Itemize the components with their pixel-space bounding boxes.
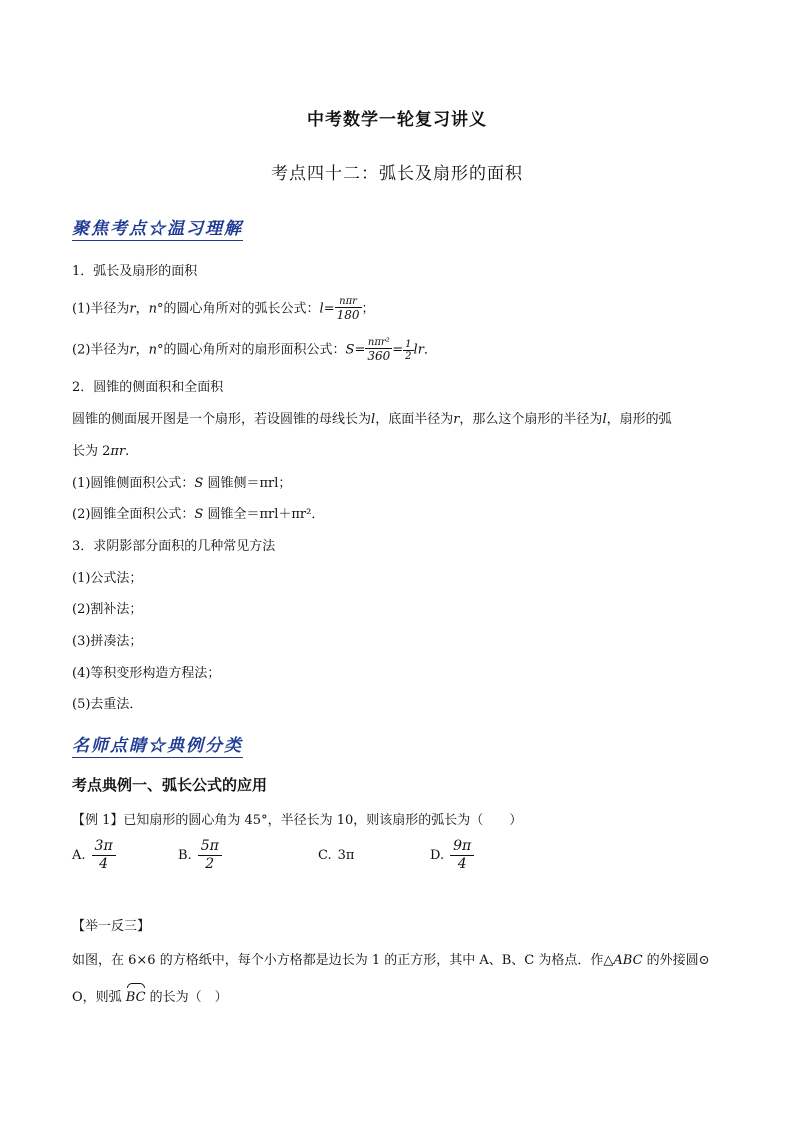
example-heading: 考点典例一、弧长公式的应用: [72, 776, 268, 794]
method-cut-fill: (2)割补法；: [72, 602, 143, 617]
item2-title: 2．圆锥的侧面积和全面积: [72, 380, 224, 395]
option-a: A. $\frac{3\pi}{4}$: [72, 838, 116, 873]
option-c: C. 3π: [318, 848, 355, 863]
practice-question-line2: O，则弧 BC 的长为（ ）: [72, 988, 228, 1008]
cone-lateral-area-formula: (1)圆锥侧面积公式：S 圆锥侧＝πrl；: [72, 476, 292, 491]
cone-paragraph-line2: 长为 2πr.: [72, 444, 130, 459]
practice-heading: 【举一反三】: [72, 919, 151, 934]
method-equal-area: (4)等积变形构造方程法；: [72, 666, 221, 681]
half-fraction: $\frac{1}{2}$: [405, 338, 412, 362]
option-b: B. $\frac{5\pi}{2}$: [178, 838, 222, 873]
arc-length-formula: (1)半径为r，n°的圆心角所对的弧长公式：l= $\frac{\text{nπr}}{180}$ ；: [72, 296, 375, 322]
arc-length-fraction: $\frac{\text{nπr}}{180}$: [336, 296, 360, 322]
section-heading-review: 聚焦考点☆温习理解: [72, 214, 243, 241]
page-subtitle: 考点四十二：弧长及扇形的面积: [271, 164, 523, 184]
sector-area-formula: (2)半径为r，n°的圆心角所对的扇形面积公式：S= $\frac{\text{nπr²}}{360}$ = $\frac{1}{2}$ lr．: [72, 337, 437, 363]
method-formula: (1)公式法；: [72, 571, 143, 586]
arc-bc: BC: [126, 988, 146, 1008]
cone-total-area-formula: (2)圆锥全面积公式：S 圆锥全＝πrl＋πr²．: [72, 507, 325, 522]
example1-question: 【例 1】已知扇形的圆心角为 45°，半径长为 10，则该扇形的弧长为（ ）: [72, 813, 523, 828]
sector-area-fraction: $\frac{\text{nπr²}}{360}$: [367, 337, 391, 363]
page-title: 中考数学一轮复习讲义: [307, 110, 487, 130]
practice-question-line1: 如图，在 6×6 的方格纸中，每个小方格都是边长为 1 的正方形，其中 A、B、C 为格点．作△ABC 的外接圆⊙: [72, 953, 710, 968]
item1-title: 1．弧长及扇形的面积: [72, 264, 198, 279]
method-assemble: (3)拼凑法；: [72, 634, 143, 649]
method-remove-overlap: (5)去重法．: [72, 697, 143, 712]
section-heading-examples: 名师点睛☆典例分类: [72, 731, 243, 758]
option-d: D. $\frac{9\pi}{4}$: [430, 838, 474, 873]
item3-title: 3．求阴影部分面积的几种常见方法: [72, 539, 276, 554]
cone-paragraph-line1: 圆锥的侧面展开图是一个扇形，若设圆锥的母线长为l，底面半径为r，那么这个扇形的半径为l，扇形的弧: [72, 412, 672, 427]
